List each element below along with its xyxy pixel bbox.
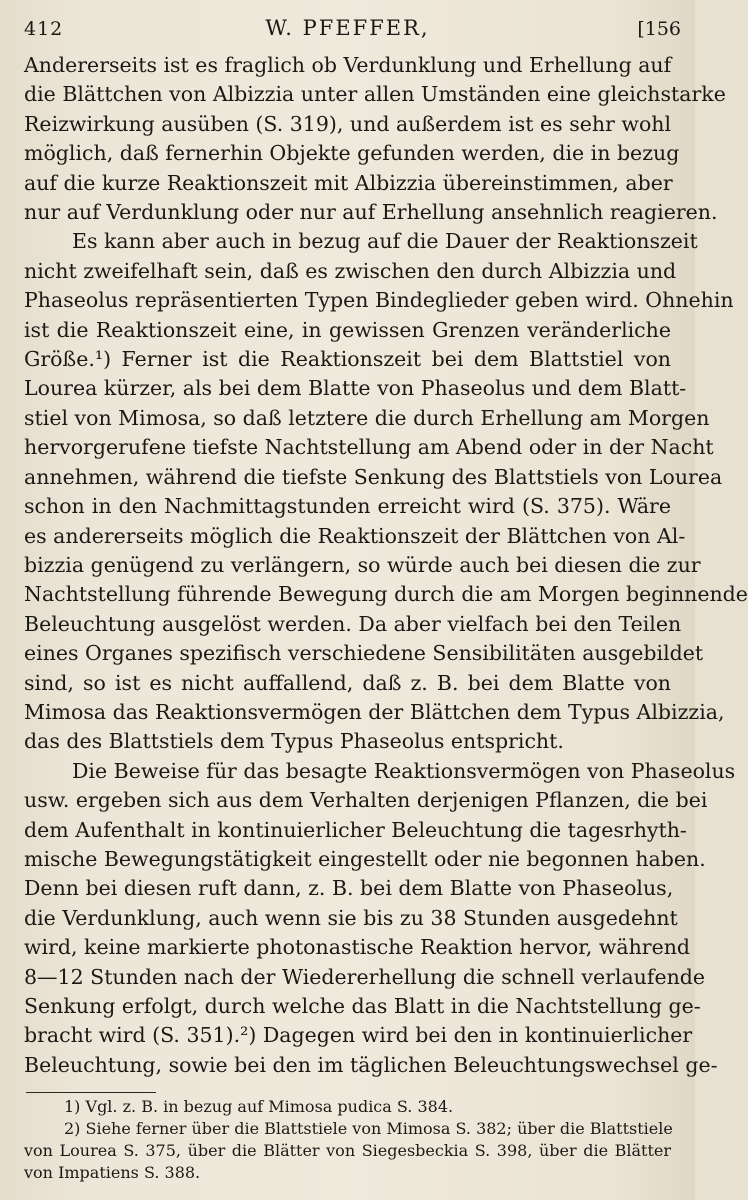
text-line: möglich, daß fernerhin Objekte gefunden werden, die in bezug [24, 141, 680, 166]
footnotes [24, 1096, 671, 1184]
paragraph [24, 51, 726, 227]
footnote [24, 1118, 671, 1184]
text-line: auf die kurze Reaktionszeit mit Albizzia übereinstimmen, aber [24, 170, 673, 195]
text-line: mische Bewegungstätigkeit eingestellt oder nie begonnen haben. [24, 846, 706, 871]
text-line: von Impatiens S. 388. [24, 1163, 201, 1182]
text-line: nur auf Verdunklung oder nur auf Erhellung ansehnlich reagieren. [24, 200, 718, 225]
footnote-separator [26, 1092, 156, 1093]
text-line: dem Aufenthalt in kontinuierlicher Beleuchtung die tagesrhyth- [24, 817, 687, 842]
text-line: 1) Vgl. z. B. in bezug auf Mimosa pudica S. 384. [64, 1097, 454, 1116]
body-text [24, 51, 748, 1080]
text-line: bracht wird (S. 351).²) Dagegen wird bei den in kontinuierlicher [24, 1023, 693, 1048]
text-line: Andererseits ist es fraglich ob Verdunklung und Erhellung auf [24, 53, 672, 77]
text-line: sind, so ist es nicht auffallend, daß z. B. bei dem Blatte von [24, 670, 671, 695]
text-line: Reizwirkung ausüben (S. 319), und außerdem ist es sehr wohl [24, 111, 672, 136]
text-line: 8—12 Stunden nach der Wiedererhellung die schnell verlaufende [24, 964, 706, 989]
text-line: das des Blattstiels dem Typus Phaseolus entspricht. [24, 729, 564, 754]
text-line: bizzia genügend zu verlängern, so würde auch bei diesen die zur [24, 552, 701, 577]
footnote [24, 1096, 671, 1118]
text-line: eines Organes spezifisch verschiedene Sensibilitäten ausgebildet [24, 641, 704, 666]
running-header [0, 12, 695, 44]
paragraph [24, 757, 736, 1080]
text-line: Senkung erfolgt, durch welche das Blatt in die Nachtstellung ge- [24, 994, 701, 1018]
text-line: hervorgerufene tiefste Nachtstellung am Abend oder in der Nacht [24, 435, 714, 460]
text-line: stiel von Mimosa, so daß letztere die durch Erhellung am Morgen [24, 405, 710, 430]
running-head-author: W. PFEFFER, [265, 16, 430, 40]
text-line: Beleuchtung ausgelöst werden. Da aber vielfach bei den Teilen [24, 611, 682, 636]
text-line: Denn bei diesen ruft dann, z. B. bei dem Blatte von Phaseolus, [24, 876, 674, 901]
text-line: Die Beweise für das besagte Reaktionsvermögen von Phaseolus [72, 758, 736, 783]
text-line: Mimosa das Reaktionsvermögen der Blättchen dem Typus Albizzia, [24, 699, 725, 724]
text-line: Beleuchtung, sowie bei den im täglichen Beleuchtungswechsel ge- [24, 1052, 718, 1077]
text-line: es andererseits möglich die Reaktionszeit der Blättchen von Al- [24, 523, 686, 548]
text-line: die Blättchen von Albizzia unter allen Umständen eine gleichstarke [24, 82, 726, 107]
text-line: Größe.¹) Ferner ist die Reaktionszeit bei dem Blattstiel von [24, 347, 671, 372]
text-line: annehmen, während die tiefste Senkung des Blattstiels von Lourea [24, 464, 723, 489]
text-line: Es kann aber auch in bezug auf die Dauer der Reaktionszeit [72, 229, 698, 254]
text-line: von Lourea S. 375, über die Blätter von Siegesbeckia S. 398, über die Blätter [24, 1141, 671, 1160]
page-number: 412 [24, 18, 64, 40]
text-line: nicht zweifelhaft sein, daß es zwischen den durch Albizzia und [24, 258, 677, 283]
text-line: Phaseolus repräsentierten Typen Bindeglieder geben wird. Ohnehin [24, 288, 734, 313]
text-line: wird, keine markierte photonastische Reaktion hervor, während [24, 935, 691, 960]
paragraph [24, 227, 748, 756]
text-line: usw. ergeben sich aus dem Verhalten derjenigen Pflanzen, die bei [24, 788, 708, 813]
text-line: die Verdunklung, auch wenn sie bis zu 38 Stunden ausgedehnt [24, 905, 678, 930]
text-line: Lourea kürzer, als bei dem Blatte von Phaseolus und dem Blatt- [24, 376, 687, 401]
text-line: 2) Siehe ferner über die Blattstiele von Mimosa S. 382; über die Blattstiele [64, 1119, 673, 1138]
original-page-reference: [156 [637, 18, 681, 40]
text-line: Nachtstellung führende Bewegung durch die am Morgen beginnende [24, 582, 748, 607]
text-line: schon in den Nachmittagstunden erreicht wird (S. 375). Wäre [24, 494, 671, 519]
text-line: ist die Reaktionszeit eine, in gewissen Grenzen veränderliche [24, 317, 671, 342]
